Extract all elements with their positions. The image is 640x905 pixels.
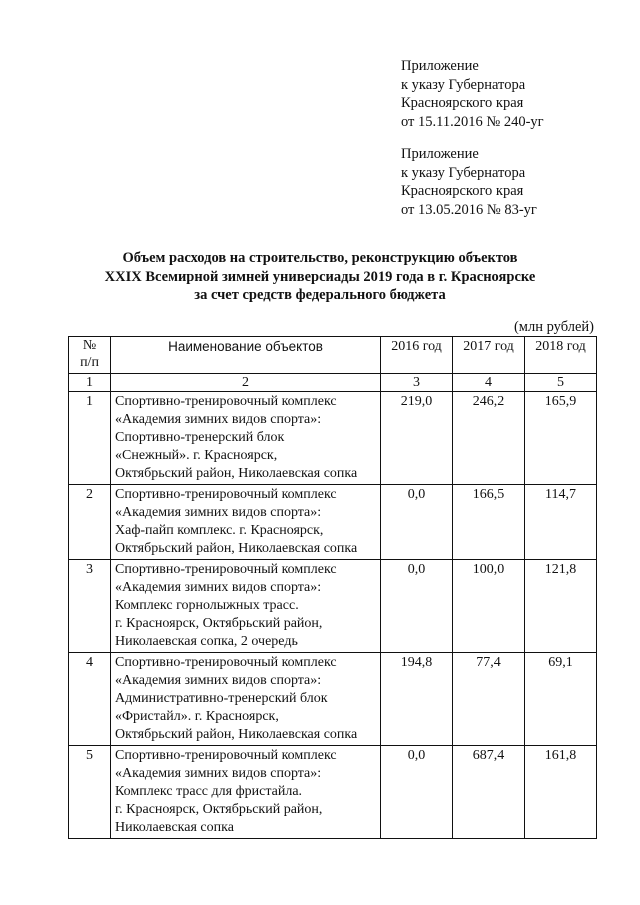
appendix-line: Приложение [401,146,479,162]
appendix-line: к указу Губернатора [401,164,526,181]
value-2018: 161,8 [525,746,597,839]
table-row [69,485,597,560]
table-row [69,392,597,485]
table-header-row [69,337,597,374]
row-number: 4 [69,653,111,746]
table-row [69,653,597,746]
value-2018: 69,1 [525,653,597,746]
object-name: Спортивно-тренировочный комплекс «Академия зимних видов спорта»: Административно-тренерский блок «Фристайл». г. Красноярск, Октябрьский район, Николаевская сопка [111,653,381,746]
appendix-line: Красноярского края [401,95,524,111]
value-2018: 121,8 [525,560,597,653]
value-2016: 0,0 [381,560,453,653]
appendix-line: от 13.05.2016 № 83-уг [401,201,537,218]
column-index-row [69,374,597,392]
value-2017: 687,4 [453,746,525,839]
appendix-current-reference [401,57,631,131]
value-2016: 194,8 [381,653,453,746]
document-title [0,249,640,305]
row-number: 5 [69,746,111,839]
column-index: 3 [381,374,453,392]
value-2018: 114,7 [525,485,597,560]
title-line: XXIX Всемирной зимней универсиады 2019 года в г. Красноярске [104,268,536,285]
row-number: 2 [69,485,111,560]
header-object-name: Наименование объектов [111,337,381,374]
column-index: 2 [111,374,381,392]
appendix-line: Красноярского края [401,183,524,199]
table-row [69,746,597,839]
object-name: Спортивно-тренировочный комплекс «Академия зимних видов спорта»: Хаф-пайп комплекс. г. Красноярск, Октябрьский район, Николаевская сопка [111,485,381,560]
header-number: № п/п [69,337,111,374]
row-number: 3 [69,560,111,653]
units-label: (млн рублей) [513,319,594,335]
table-row [69,560,597,653]
header-2017: 2017 год [453,337,525,374]
title-line: за счет средств федерального бюджета [194,287,446,303]
value-2017: 246,2 [453,392,525,485]
value-2016: 219,0 [381,392,453,485]
appendix-line: Приложение [401,58,479,74]
object-name: Спортивно-тренировочный комплекс «Академия зимних видов спорта»: Спортивно-тренерский блок «Снежный». г. Красноярск, Октябрьский район, Николаевская сопка [111,392,381,485]
value-2017: 77,4 [453,653,525,746]
value-2017: 166,5 [453,485,525,560]
appendix-original-reference [401,145,631,219]
column-index: 1 [69,374,111,392]
appendix-line: от 15.11.2016 № 240-уг [401,113,544,130]
budget-table [68,336,597,839]
appendix-line: к указу Губернатора [401,76,526,93]
column-index: 5 [525,374,597,392]
title-line: Объем расходов на строительство, реконструкцию объектов [122,250,518,266]
row-number: 1 [69,392,111,485]
value-2018: 165,9 [525,392,597,485]
value-2017: 100,0 [453,560,525,653]
column-index: 4 [453,374,525,392]
object-name: Спортивно-тренировочный комплекс «Академия зимних видов спорта»: Комплекс трасс для фристайла. г. Красноярск, Октябрьский район, Николаевская сопка [111,746,381,839]
object-name: Спортивно-тренировочный комплекс «Академия зимних видов спорта»: Комплекс горнолыжных трасс. г. Красноярск, Октябрьский район, Николаевская сопка, 2 очередь [111,560,381,653]
header-2016: 2016 год [381,337,453,374]
value-2016: 0,0 [381,746,453,839]
header-2018: 2018 год [525,337,597,374]
value-2016: 0,0 [381,485,453,560]
